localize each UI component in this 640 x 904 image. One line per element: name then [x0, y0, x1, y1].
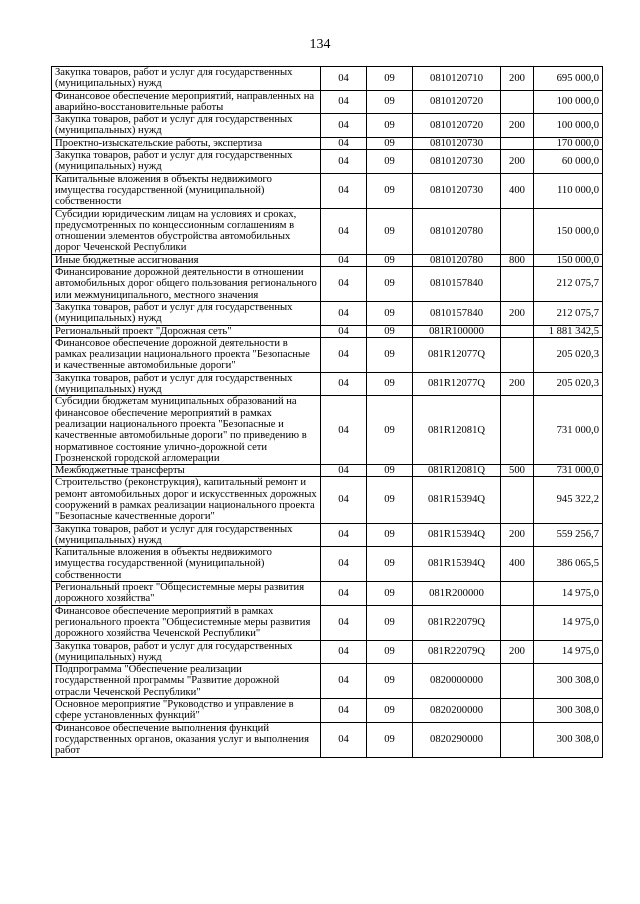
expense-type-cell [501, 267, 534, 302]
row-name-cell: Проектно-изыскательские работы, экспертиза [52, 137, 321, 149]
section-code-cell: 04 [321, 465, 367, 477]
section-code-cell: 04 [321, 372, 367, 396]
expense-type-cell [501, 325, 534, 337]
target-article-cell: 0810120730 [413, 173, 501, 208]
subsection-code-cell: 09 [367, 582, 413, 606]
expense-type-cell [501, 699, 534, 723]
section-code-cell: 04 [321, 67, 367, 91]
section-code-cell: 04 [321, 254, 367, 266]
table-row [52, 137, 603, 149]
table-row [52, 640, 603, 664]
table-row [52, 267, 603, 302]
table-row [52, 173, 603, 208]
subsection-code-cell: 09 [367, 465, 413, 477]
subsection-code-cell: 09 [367, 699, 413, 723]
row-name-cell: Закупка товаров, работ и услуг для государственных (муниципальных) нужд [52, 372, 321, 396]
amount-cell: 60 000,0 [534, 150, 603, 174]
subsection-code-cell: 09 [367, 173, 413, 208]
row-name-cell: Финансовое обеспечение дорожной деятельности в рамках реализации национального проекта "Безопасные и качественные автомобильные дороги" [52, 337, 321, 372]
table-row [52, 337, 603, 372]
table-row [52, 67, 603, 91]
row-name-cell: Закупка товаров, работ и услуг для государственных (муниципальных) нужд [52, 150, 321, 174]
amount-cell: 170 000,0 [534, 137, 603, 149]
section-code-cell: 04 [321, 699, 367, 723]
section-code-cell: 04 [321, 640, 367, 664]
target-article-cell: 0810157840 [413, 267, 501, 302]
subsection-code-cell: 09 [367, 722, 413, 757]
expense-type-cell: 200 [501, 640, 534, 664]
section-code-cell: 04 [321, 337, 367, 372]
section-code-cell: 04 [321, 150, 367, 174]
expense-type-cell: 200 [501, 301, 534, 325]
expense-type-cell: 800 [501, 254, 534, 266]
amount-cell: 14 975,0 [534, 640, 603, 664]
row-name-cell: Закупка товаров, работ и услуг для государственных (муниципальных) нужд [52, 523, 321, 547]
target-article-cell: 081R12077Q [413, 372, 501, 396]
expense-type-cell: 200 [501, 67, 534, 91]
amount-cell: 386 065,5 [534, 547, 603, 582]
subsection-code-cell: 09 [367, 664, 413, 699]
row-name-cell: Подпрограмма "Обеспечение реализации государственной программы "Развитие дорожной отрасли Чеченской Республики" [52, 664, 321, 699]
target-article-cell: 0810120780 [413, 254, 501, 266]
amount-cell: 559 256,7 [534, 523, 603, 547]
amount-cell: 205 020,3 [534, 337, 603, 372]
target-article-cell: 0810120730 [413, 137, 501, 149]
subsection-code-cell: 09 [367, 372, 413, 396]
amount-cell: 300 308,0 [534, 664, 603, 699]
target-article-cell: 081R12077Q [413, 337, 501, 372]
expense-type-cell [501, 337, 534, 372]
amount-cell: 695 000,0 [534, 67, 603, 91]
target-article-cell: 081R200000 [413, 582, 501, 606]
amount-cell: 1 881 342,5 [534, 325, 603, 337]
row-name-cell: Региональный проект "Общесистемные меры развития дорожного хозяйства" [52, 582, 321, 606]
table-row [52, 523, 603, 547]
table-row [52, 664, 603, 699]
row-name-cell: Финансовое обеспечение мероприятий в рамках регионального проекта "Общесистемные меры развития дорожного хозяйства Чеченской Республики" [52, 605, 321, 640]
table-row [52, 90, 603, 114]
subsection-code-cell: 09 [367, 301, 413, 325]
amount-cell: 110 000,0 [534, 173, 603, 208]
row-name-cell: Капитальные вложения в объекты недвижимого имущества государственной (муниципальной) собственности [52, 173, 321, 208]
expense-type-cell: 200 [501, 372, 534, 396]
section-code-cell: 04 [321, 137, 367, 149]
row-name-cell: Капитальные вложения в объекты недвижимого имущества государственной (муниципальной) собственности [52, 547, 321, 582]
budget-table [51, 66, 603, 758]
expense-type-cell: 400 [501, 547, 534, 582]
row-name-cell: Финансирование дорожной деятельности в отношении автомобильных дорог общего пользования регионального или межмуниципального, местного значения [52, 267, 321, 302]
amount-cell: 14 975,0 [534, 605, 603, 640]
subsection-code-cell: 09 [367, 640, 413, 664]
subsection-code-cell: 09 [367, 337, 413, 372]
subsection-code-cell: 09 [367, 547, 413, 582]
target-article-cell: 0810120720 [413, 114, 501, 138]
amount-cell: 205 020,3 [534, 372, 603, 396]
subsection-code-cell: 09 [367, 477, 413, 523]
expense-type-cell [501, 664, 534, 699]
target-article-cell: 081R15394Q [413, 547, 501, 582]
target-article-cell: 081R15394Q [413, 523, 501, 547]
table-row [52, 114, 603, 138]
section-code-cell: 04 [321, 605, 367, 640]
section-code-cell: 04 [321, 325, 367, 337]
section-code-cell: 04 [321, 114, 367, 138]
table-row [52, 372, 603, 396]
row-name-cell: Межбюджетные трансферты [52, 465, 321, 477]
subsection-code-cell: 09 [367, 396, 413, 465]
subsection-code-cell: 09 [367, 67, 413, 91]
row-name-cell: Субсидии бюджетам муниципальных образований на финансовое обеспечение мероприятий в рамках реализации национального проекта "Безопасные и качественные автомобильные дороги" по приведению в нормативное состояние улично-дорожной сети Грозненской городской агломерации [52, 396, 321, 465]
row-name-cell: Основное мероприятие "Руководство и управление в сфере установленных функций" [52, 699, 321, 723]
expense-type-cell [501, 722, 534, 757]
target-article-cell: 081R15394Q [413, 477, 501, 523]
table-row [52, 254, 603, 266]
row-name-cell: Закупка товаров, работ и услуг для государственных (муниципальных) нужд [52, 114, 321, 138]
expense-type-cell: 200 [501, 523, 534, 547]
amount-cell: 945 322,2 [534, 477, 603, 523]
target-article-cell: 0810157840 [413, 301, 501, 325]
amount-cell: 100 000,0 [534, 90, 603, 114]
target-article-cell: 0810120720 [413, 90, 501, 114]
target-article-cell: 0810120780 [413, 208, 501, 254]
section-code-cell: 04 [321, 722, 367, 757]
target-article-cell: 0820200000 [413, 699, 501, 723]
table-row [52, 301, 603, 325]
table-row [52, 150, 603, 174]
target-article-cell: 0820290000 [413, 722, 501, 757]
section-code-cell: 04 [321, 547, 367, 582]
subsection-code-cell: 09 [367, 325, 413, 337]
section-code-cell: 04 [321, 477, 367, 523]
amount-cell: 212 075,7 [534, 301, 603, 325]
table-row [52, 605, 603, 640]
subsection-code-cell: 09 [367, 208, 413, 254]
amount-cell: 14 975,0 [534, 582, 603, 606]
section-code-cell: 04 [321, 523, 367, 547]
amount-cell: 150 000,0 [534, 254, 603, 266]
target-article-cell: 0810120730 [413, 150, 501, 174]
expense-type-cell: 400 [501, 173, 534, 208]
subsection-code-cell: 09 [367, 150, 413, 174]
section-code-cell: 04 [321, 208, 367, 254]
amount-cell: 731 000,0 [534, 396, 603, 465]
row-name-cell: Финансовое обеспечение выполнения функций государственных органов, оказания услуг и выполнения работ [52, 722, 321, 757]
table-row [52, 582, 603, 606]
section-code-cell: 04 [321, 267, 367, 302]
subsection-code-cell: 09 [367, 254, 413, 266]
amount-cell: 212 075,7 [534, 267, 603, 302]
table-row [52, 396, 603, 465]
section-code-cell: 04 [321, 90, 367, 114]
page-number: 134 [309, 37, 331, 52]
amount-cell: 100 000,0 [534, 114, 603, 138]
target-article-cell: 0810120710 [413, 67, 501, 91]
table-row [52, 325, 603, 337]
target-article-cell: 081R12081Q [413, 465, 501, 477]
target-article-cell: 081R22079Q [413, 605, 501, 640]
row-name-cell: Закупка товаров, работ и услуг для государственных (муниципальных) нужд [52, 640, 321, 664]
expense-type-cell: 500 [501, 465, 534, 477]
row-name-cell: Иные бюджетные ассигнования [52, 254, 321, 266]
target-article-cell: 081R100000 [413, 325, 501, 337]
amount-cell: 300 308,0 [534, 722, 603, 757]
row-name-cell: Финансовое обеспечение мероприятий, направленных на аварийно-восстановительные работы [52, 90, 321, 114]
section-code-cell: 04 [321, 173, 367, 208]
row-name-cell: Строительство (реконструкция), капитальный ремонт и ремонт автомобильных дорог и искусственных дорожных сооружений в рамках реализации национального проекта "Безопасные качественные дороги" [52, 477, 321, 523]
expense-type-cell [501, 90, 534, 114]
expense-type-cell [501, 137, 534, 149]
subsection-code-cell: 09 [367, 267, 413, 302]
target-article-cell: 081R22079Q [413, 640, 501, 664]
expense-type-cell [501, 396, 534, 465]
section-code-cell: 04 [321, 664, 367, 699]
expense-type-cell [501, 582, 534, 606]
table-row [52, 465, 603, 477]
expense-type-cell: 200 [501, 114, 534, 138]
subsection-code-cell: 09 [367, 90, 413, 114]
target-article-cell: 081R12081Q [413, 396, 501, 465]
table-row [52, 547, 603, 582]
amount-cell: 300 308,0 [534, 699, 603, 723]
table-row [52, 208, 603, 254]
table-row [52, 477, 603, 523]
expense-type-cell: 200 [501, 150, 534, 174]
subsection-code-cell: 09 [367, 605, 413, 640]
amount-cell: 150 000,0 [534, 208, 603, 254]
target-article-cell: 0820000000 [413, 664, 501, 699]
table-row [52, 722, 603, 757]
subsection-code-cell: 09 [367, 523, 413, 547]
section-code-cell: 04 [321, 396, 367, 465]
table-row [52, 699, 603, 723]
row-name-cell: Закупка товаров, работ и услуг для государственных (муниципальных) нужд [52, 67, 321, 91]
subsection-code-cell: 09 [367, 114, 413, 138]
expense-type-cell [501, 477, 534, 523]
amount-cell: 731 000,0 [534, 465, 603, 477]
section-code-cell: 04 [321, 582, 367, 606]
row-name-cell: Закупка товаров, работ и услуг для государственных (муниципальных) нужд [52, 301, 321, 325]
subsection-code-cell: 09 [367, 137, 413, 149]
section-code-cell: 04 [321, 301, 367, 325]
expense-type-cell [501, 605, 534, 640]
row-name-cell: Региональный проект "Дорожная сеть" [52, 325, 321, 337]
expense-type-cell [501, 208, 534, 254]
row-name-cell: Субсидии юридическим лицам на условиях и сроках, предусмотренных по концессионным соглашениям в отношении элементов обустройства автомобильных дорог Чеченской Республики [52, 208, 321, 254]
